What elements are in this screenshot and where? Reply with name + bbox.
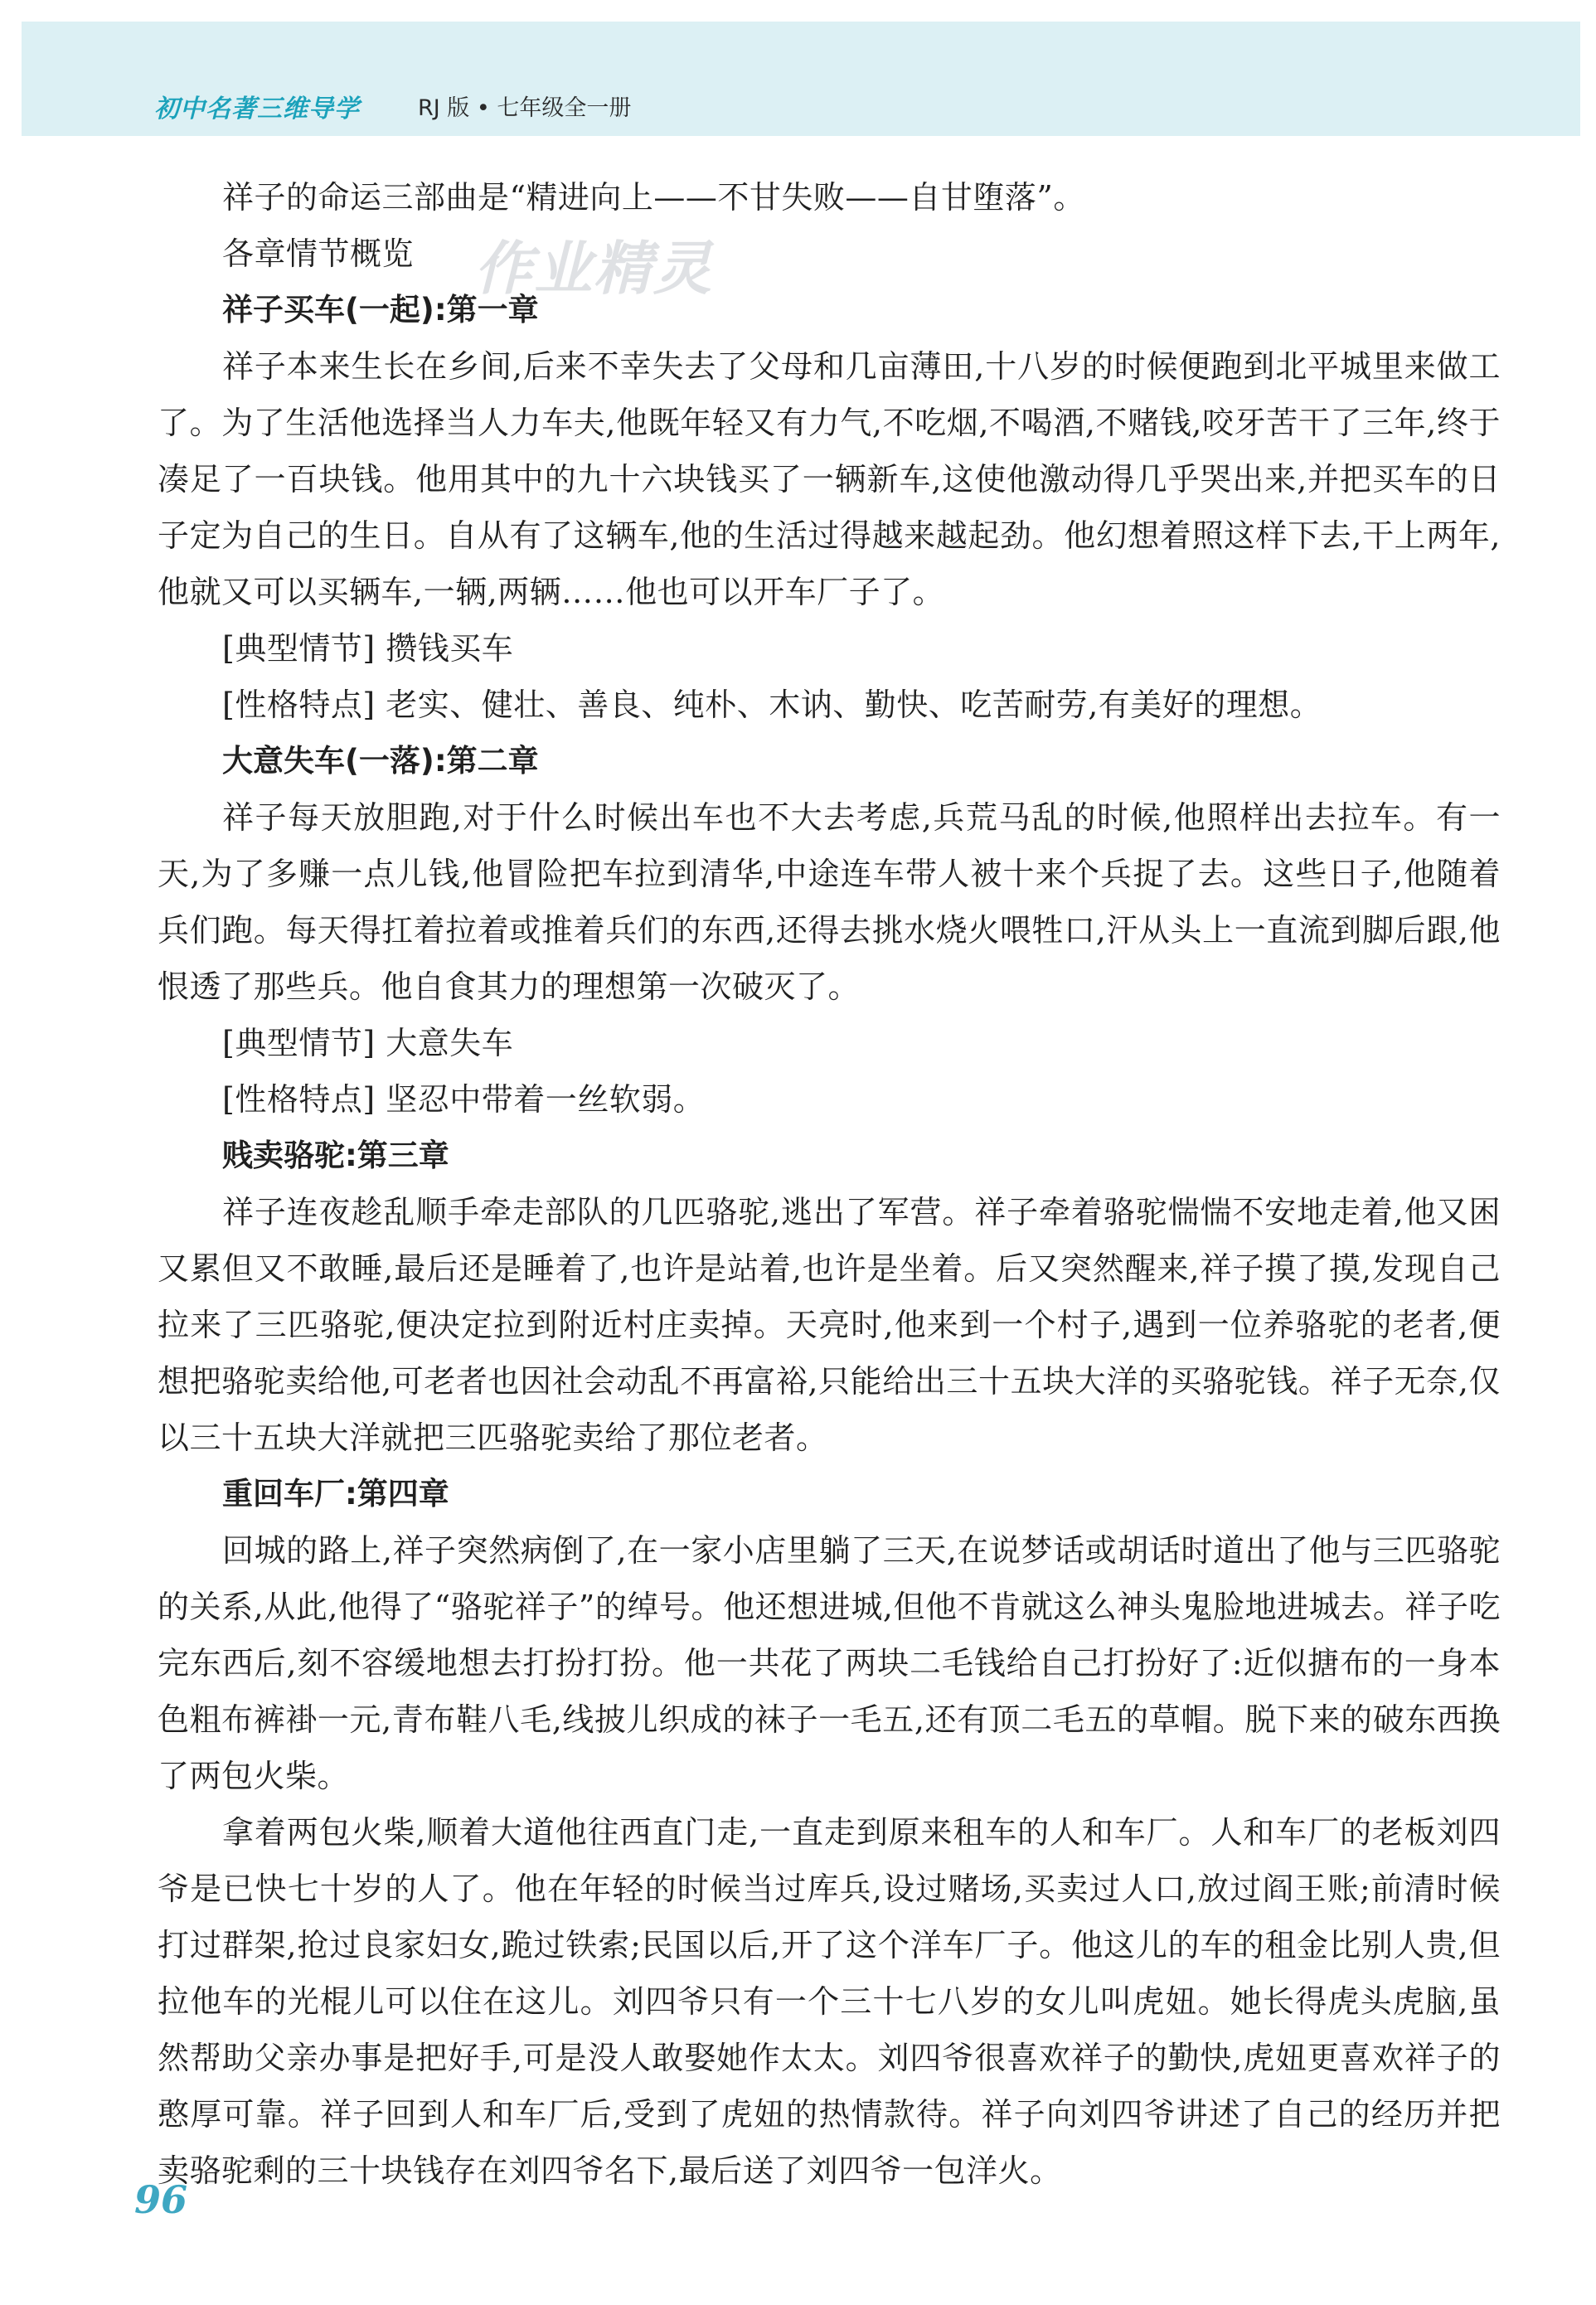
fate-trilogy-paragraph: 祥子的命运三部曲是“精进向上——不甘失败——自甘堕落”。 [222,179,1085,216]
chapter2-plot: [典型情节] 大意失车 [222,1025,514,1061]
chapter1-heading: 祥子买车(一起):第一章 [222,292,539,328]
chapter1-plot: [典型情节] 攒钱买车 [222,630,514,667]
chapter4-body-2: 拿着两包火柴,顺着大道他往西直门走,一直走到原来租车的人和车厂。人和车厂的老板刘四爷是已快七十岁的人了。他在年轻的时候当过库兵,设过赌场,买卖过人口,放过阎王账;前清时候打过群架,抢过良家妇女,跪过铁索;民国以后,开了这个洋车厂子。他这儿的车的租金比别人贵,但拉他车的光棍儿可以住在这儿。刘四爷只有一个三十七八岁的女儿叫虎妞。她长得虎头虎脑,虽然帮助父亲办事是把好手,可是没人敢娶她作太太。刘四爷很喜欢祥子的勤快,虎妞更喜欢祥子的憨厚可靠。祥子回到人和车厂后,受到了虎妞的热情款待。祥子向刘四爷讲述了自己的经历并把卖骆驼剩的三十块钱存在刘四爷名下,最后送了刘四爷一包洋火。 [158,1814,1501,2189]
chapter4-body-1: 回城的路上,祥子突然病倒了,在一家小店里躺了三天,在说梦话或胡话时道出了他与三匹骆驼的关系,从此,他得了“骆驼祥子”的绰号。他还想进城,但他不肯就这么神头鬼脸地进城去。祥子吃完东西后,刻不容缓地想去打扮打扮。他一共花了两块二毛钱给自己打扮好了:近似搪布的一身本色粗布裤褂一元,青布鞋八毛,线披儿织成的袜子一毛五,还有顶二毛五的草帽。脱下来的破东西换了两包火柴。 [158,1532,1501,1794]
chapter1-body: 祥子本来生长在乡间,后来不幸失去了父母和几亩薄田,十八岁的时候便跑到北平城里来做工了。为了生活他选择当人力车夫,他既年轻又有力气,不吃烟,不喝酒,不赌钱,咬牙苦干了三年,终于凑足了一百块钱。他用其中的九十六块钱买了一辆新车,这使他激动得几乎哭出来,并把买车的日子定为自己的生日。自从有了这辆车,他的生活过得越来越起劲。他幻想着照这样下去,干上两年,他就又可以买辆车,一辆,两辆……他也可以开车厂子了。 [158,348,1501,610]
page-number: 96 [134,2177,188,2222]
chapter3-body: 祥子连夜趁乱顺手牵走部队的几匹骆驼,逃出了军营。祥子牵着骆驼惴惴不安地走着,他又困又累但又不敢睡,最后还是睡着了,也许是站着,也许是坐着。后又突然醒来,祥子摸了摸,发现自己拉来了三匹骆驼,便决定拉到附近村庄卖掉。天亮时,他来到一个村子,遇到一位养骆驼的老者,便想把骆驼卖给他,可老者也因社会动乱不再富裕,只能给出三十五块大洋的买骆驼钱。祥子无奈,仅以三十五块大洋就把三匹骆驼卖给了那位老者。 [158,1194,1501,1456]
watermark-logo: 作业精灵 [474,235,713,303]
edition-label: RJ 版 • 七年级全一册 [418,95,632,121]
chapter2-traits: [性格特点] 坚忍中带着一丝软弱。 [222,1081,706,1118]
chapter2-body: 祥子每天放胆跑,对于什么时候出车也不大去考虑,兵荒马乱的时候,他照样出去拉车。有一天,为了多赚一点儿钱,他冒险把车拉到清华,中途连车带人被十来个兵捉了去。这些日子,他随着兵们跑。每天得扛着拉着或推着兵们的东西,还得去挑水烧火喂牲口,汗从头上一直流到脚后跟,他恨透了那些兵。他自食其力的理想第一次破灭了。 [158,799,1501,1005]
chapter3-heading: 贱卖骆驼:第三章 [222,1138,449,1173]
book-series-title: 初中名著三维导学 [154,95,360,124]
chapter4-heading: 重回车厂:第四章 [222,1476,449,1512]
chapter1-traits: [性格特点] 老实、健壮、善良、纯朴、木讷、勤快、吃苦耐劳,有美好的理想。 [222,687,1322,723]
page-content [158,169,1501,2199]
chapter2-heading: 大意失车(一落):第二章 [222,743,539,779]
chapter-overview-label: 各章情节概览 [222,235,415,272]
